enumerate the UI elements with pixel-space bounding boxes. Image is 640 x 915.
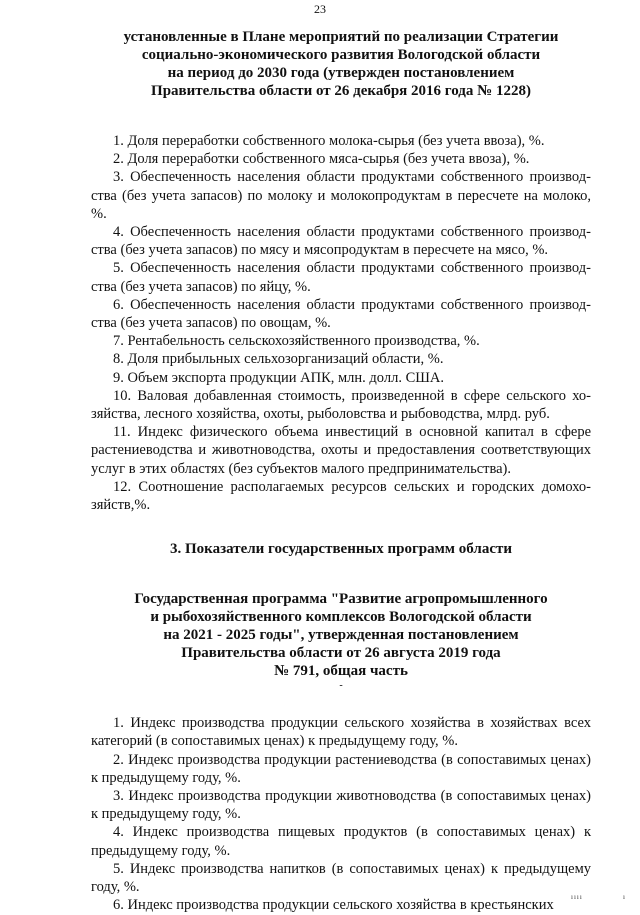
list-item: 1. Индекс производства продукции сельского хозяйства в хозяйствах всех категорий (в сопоставимых ценах) к предыдущему году, %.: [91, 715, 591, 750]
list-item: 2. Доля переработки собственного мяса-сырья (без учета ввоза), %.: [113, 151, 530, 168]
heading-line: социально-экономического развития Вологодской области: [141, 47, 541, 63]
heading-line: Государственная программа "Развитие агропромышленного: [134, 591, 548, 608]
heading-line: на период до 2030 года (утвержден постановлением: [167, 65, 515, 81]
heading-line: и рыбохозяйственного комплексов Вологодской области: [150, 609, 532, 626]
heading-line: № 791, общая часть: [274, 663, 408, 680]
heading-line: установленные в Плане мероприятий по реализации Стратегии: [123, 29, 559, 45]
list-item: 3. Обеспеченность населения области продуктами собственного производства (без учета запасов) по молоку и молокопродуктам в пересчете на молоко, %.: [91, 169, 591, 222]
list-item: 7. Рентабельность сельскохозяйственного производства, %.: [113, 333, 480, 350]
heading-line: на 2021 - 2025 годы", утвержденная постановлением: [163, 627, 519, 644]
footer-mark: ıııı: [571, 893, 583, 901]
footer-mark: ı: [623, 893, 625, 901]
list-item: 8. Доля прибыльных сельхозорганизаций области, %.: [113, 351, 444, 368]
list-item: 4. Индекс производства пищевых продуктов (в сопоставимых ценах) к предыдущему году, %.: [91, 824, 591, 859]
list-item: 6. Индекс производства продукции сельского хозяйства в крестьянских: [113, 897, 554, 914]
list-item: 10. Валовая добавленная стоимость, произведенной в сфере сельского хозяйства, лесного хозяйства, охоты, рыболовства и рыбоводства, млрд. руб.: [91, 387, 591, 423]
heading-line: Правительства области от 26 августа 2019 года: [181, 645, 501, 662]
separator-dash: -: [339, 680, 343, 692]
section-title: 3. Показатели государственных программ области: [169, 541, 512, 558]
list-item: 6. Обеспеченность населения области продуктами собственного производства (без учета запасов) по овощам, %.: [91, 296, 591, 332]
list-item: 12. Соотношение располагаемых ресурсов сельских и городских домохозяйств,%.: [91, 478, 591, 514]
document-body: [91, 28, 591, 915]
list-item: 1. Доля переработки собственного молока-сырья (без учета ввоза), %.: [113, 133, 545, 149]
list-item: 4. Обеспеченность населения области продуктами собственного производства (без учета запасов) по мясу и мясопродуктам в пересчете на мясо, %.: [91, 224, 591, 259]
heading-line: Правительства области от 26 декабря 2016 года № 1228): [151, 83, 531, 99]
program-heading: [91, 590, 591, 680]
strategy-indicators-list: [91, 132, 591, 514]
list-item: 2. Индекс производства продукции растениеводства (в сопоставимых ценах) к предыдущему году, %.: [91, 751, 591, 786]
program-indicators-list: [91, 714, 591, 914]
strategy-indicators-heading: [91, 28, 591, 100]
list-item: 5. Обеспеченность населения области продуктами собственного производства (без учета запасов) по яйцу, %.: [91, 260, 591, 295]
list-item: 11. Индекс физического объема инвестиций в основной капитал в сфере растениеводства и животноводства, охоты и предоставления соответствующих услуг в этих областях (без субъектов малого предпринимательства).: [91, 424, 591, 477]
list-item: 5. Индекс производства напитков (в сопоставимых ценах) к предыдущему году, %.: [91, 860, 591, 896]
list-item: 3. Индекс производства продукции животноводства (в сопоставимых ценах) к предыдущему году, %.: [91, 788, 591, 823]
page-number: 23: [314, 2, 326, 16]
list-item: 9. Объем экспорта продукции АПК, млн. долл. США.: [113, 369, 444, 386]
